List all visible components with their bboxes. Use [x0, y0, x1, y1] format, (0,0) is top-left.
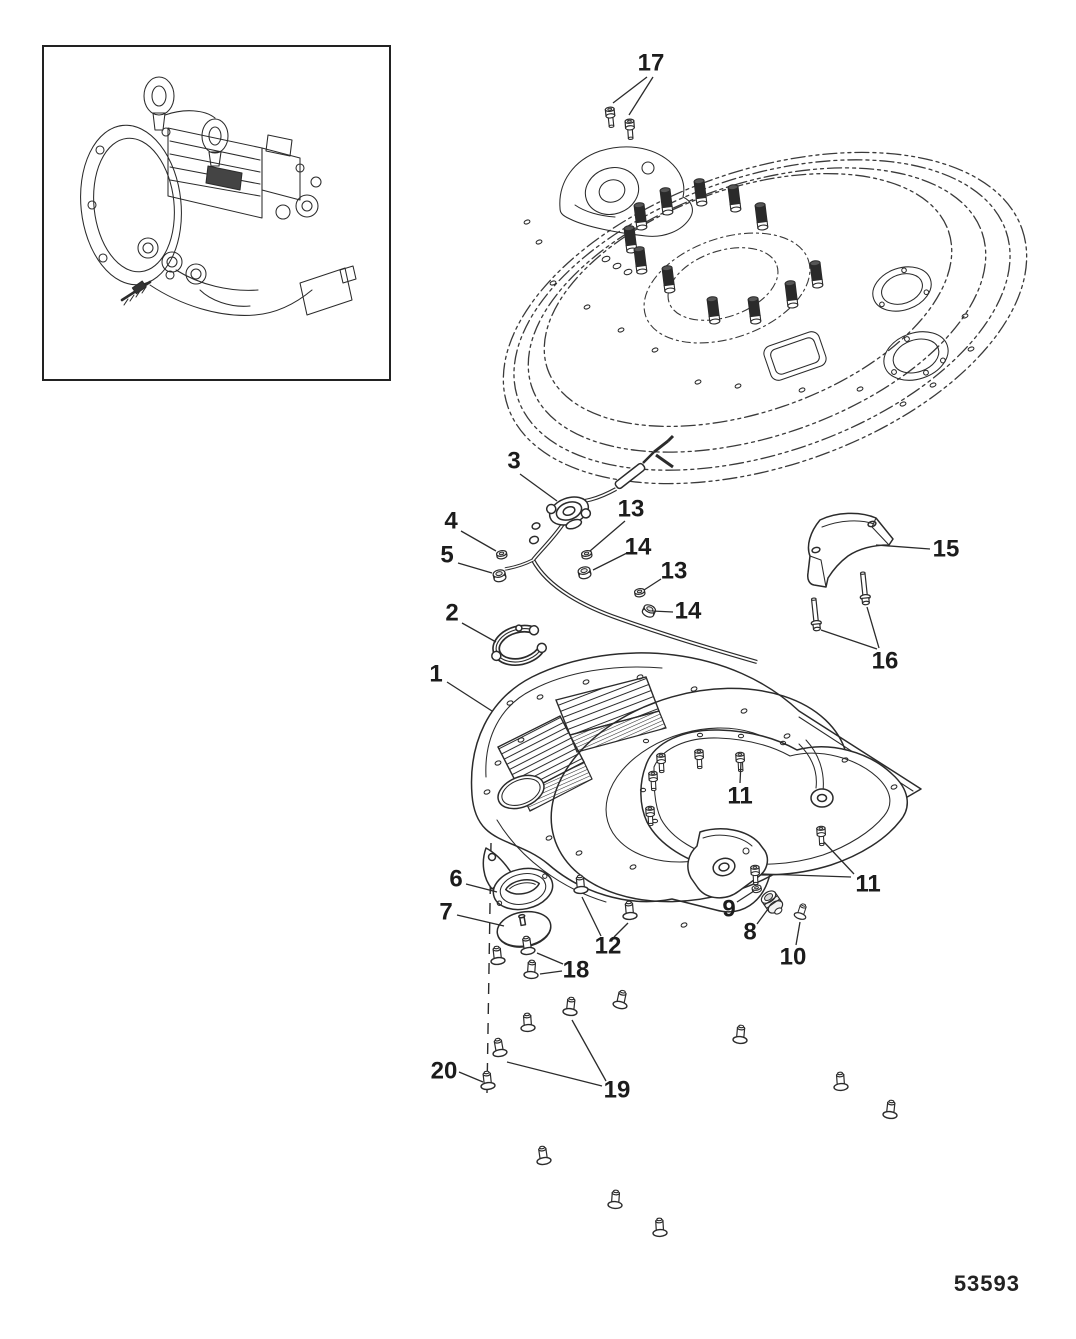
leader-line-19	[507, 1062, 602, 1086]
leader-line-20	[459, 1072, 483, 1082]
screw-part10	[793, 902, 809, 920]
leader-line-18	[537, 953, 563, 964]
leader-line-11	[761, 874, 851, 877]
callout-4: 4	[444, 507, 458, 535]
leader-line-16	[821, 630, 877, 649]
callout-2: 2	[445, 599, 459, 627]
pump-boss	[560, 147, 693, 236]
leader-line-10	[796, 922, 800, 945]
leader-line-18	[540, 971, 562, 974]
callout-14: 14	[674, 597, 702, 625]
callout-12: 12	[594, 932, 622, 960]
fitting-part8	[759, 888, 786, 917]
callout-13: 13	[660, 557, 688, 585]
callout-11: 11	[855, 870, 881, 898]
callout-13: 13	[617, 495, 645, 523]
callout-10: 10	[779, 943, 807, 971]
leader-line-17	[629, 77, 653, 115]
callout-15: 15	[932, 535, 960, 563]
drawing-number: 53593	[953, 1271, 1020, 1296]
callout-11: 11	[727, 782, 753, 810]
leader-line-3	[520, 474, 557, 501]
cable-clamp-part2	[486, 620, 548, 669]
gasket-pad	[762, 330, 829, 383]
callout-5: 5	[440, 541, 454, 569]
leader-line-7	[457, 915, 504, 926]
callout-6: 6	[449, 865, 463, 893]
callout-9: 9	[722, 895, 736, 923]
bearing-boss-upper	[867, 259, 937, 318]
leader-line-17	[613, 77, 647, 103]
leader-line-12	[582, 897, 601, 936]
leader-line-1	[447, 682, 492, 711]
leader-line-16	[867, 607, 879, 648]
callout-17: 17	[637, 49, 665, 77]
leader-line-19	[572, 1020, 606, 1081]
callout-8: 8	[743, 918, 757, 946]
cable-barrel	[614, 462, 646, 489]
plate-rim-holes	[524, 219, 975, 407]
callout-7: 7	[439, 898, 453, 926]
callout-16: 16	[871, 647, 899, 675]
adapter-plate-phantom-view	[460, 90, 1071, 547]
leader-line-15	[876, 545, 930, 549]
leader-line-13	[590, 521, 625, 551]
callout-20: 20	[430, 1057, 458, 1085]
leader-line-14	[593, 553, 627, 570]
callout-14: 14	[624, 533, 652, 561]
callout-19: 19	[603, 1076, 631, 1104]
bracket-part15	[808, 513, 893, 587]
leader-line-5	[458, 563, 492, 573]
bearing-boss-lower	[877, 324, 954, 389]
loose-screws	[479, 943, 898, 1237]
leader-line-8	[757, 909, 768, 924]
inset-engine-thumbnail	[43, 46, 390, 380]
leader-line-13	[644, 579, 661, 590]
stud-set	[624, 178, 823, 324]
callout-18: 18	[562, 956, 590, 984]
leader-line-2	[462, 623, 496, 642]
callout-1: 1	[429, 660, 443, 688]
leader-line-4	[461, 531, 496, 551]
callout-3: 3	[507, 447, 521, 475]
